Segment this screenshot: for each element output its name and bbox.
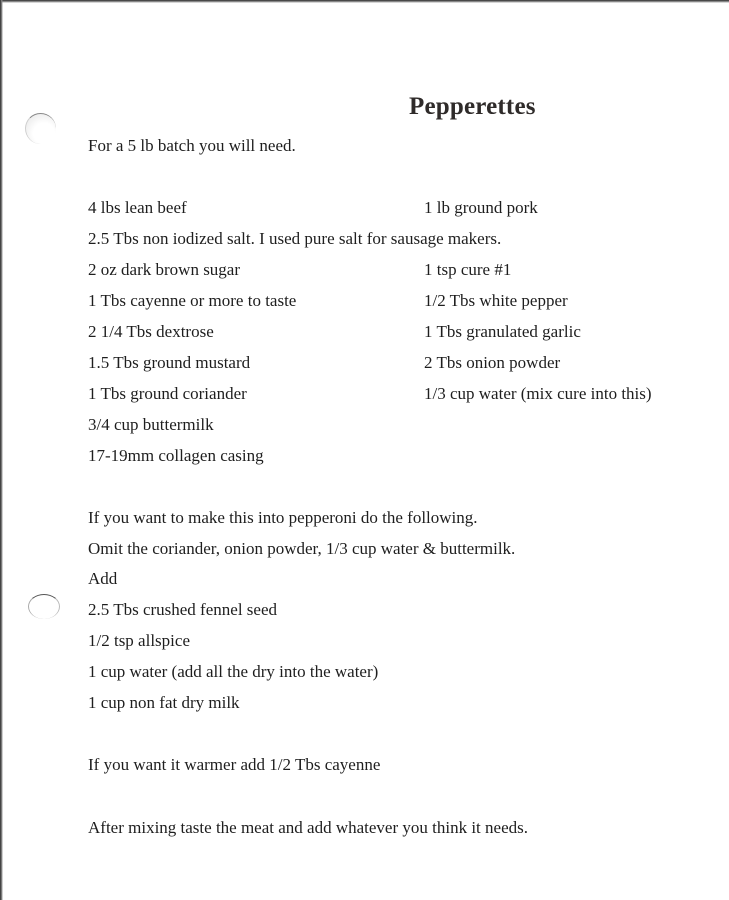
ingredient-item: 1/3 cup water (mix cure into this) bbox=[424, 384, 652, 403]
ingredient-item: 2 oz dark brown sugar bbox=[88, 260, 241, 279]
variation-intro: If you want to make this into pepperoni do the following. bbox=[88, 508, 478, 527]
ingredient-item: 1 Tbs ground coriander bbox=[88, 384, 247, 403]
scan-edge-left bbox=[0, 0, 3, 900]
ingredient-item: 1 Tbs cayenne or more to taste bbox=[88, 291, 297, 310]
ingredient-item: 1 lb ground pork bbox=[424, 198, 538, 217]
salt-note: 2.5 Tbs non iodized salt. I used pure salt for sausage makers. bbox=[88, 229, 502, 248]
omit-instruction: Omit the coriander, onion powder, 1/3 cup water & buttermilk. bbox=[88, 539, 516, 558]
add-item: 2.5 Tbs crushed fennel seed bbox=[88, 600, 277, 619]
closing-note: After mixing taste the meat and add whatever you think it needs. bbox=[88, 818, 528, 837]
ingredient-item: 1 tsp cure #1 bbox=[424, 260, 512, 279]
add-item: 1 cup water (add all the dry into the water) bbox=[88, 662, 379, 681]
add-item: 1/2 tsp allspice bbox=[88, 631, 190, 650]
recipe-title: Pepperettes bbox=[409, 93, 536, 120]
ingredient-item: 1.5 Tbs ground mustard bbox=[88, 353, 251, 372]
scan-edge-top bbox=[0, 0, 729, 3]
ingredient-item: 17-19mm collagen casing bbox=[88, 446, 264, 465]
ingredient-item: 2 Tbs onion powder bbox=[424, 353, 561, 372]
ingredient-item: 3/4 cup buttermilk bbox=[88, 415, 214, 434]
hole-punch-icon bbox=[25, 113, 56, 144]
ingredient-item: 1/2 Tbs white pepper bbox=[424, 291, 568, 310]
warmer-note: If you want it warmer add 1/2 Tbs cayenne bbox=[88, 755, 381, 774]
ingredient-item: 1 Tbs granulated garlic bbox=[424, 322, 581, 341]
add-item: 1 cup non fat dry milk bbox=[88, 693, 240, 712]
ingredient-item: 2 1/4 Tbs dextrose bbox=[88, 322, 214, 341]
ingredient-item: 4 lbs lean beef bbox=[88, 198, 187, 217]
hole-punch-icon bbox=[28, 594, 60, 619]
add-label: Add bbox=[88, 569, 118, 588]
intro-text: For a 5 lb batch you will need. bbox=[88, 136, 296, 155]
